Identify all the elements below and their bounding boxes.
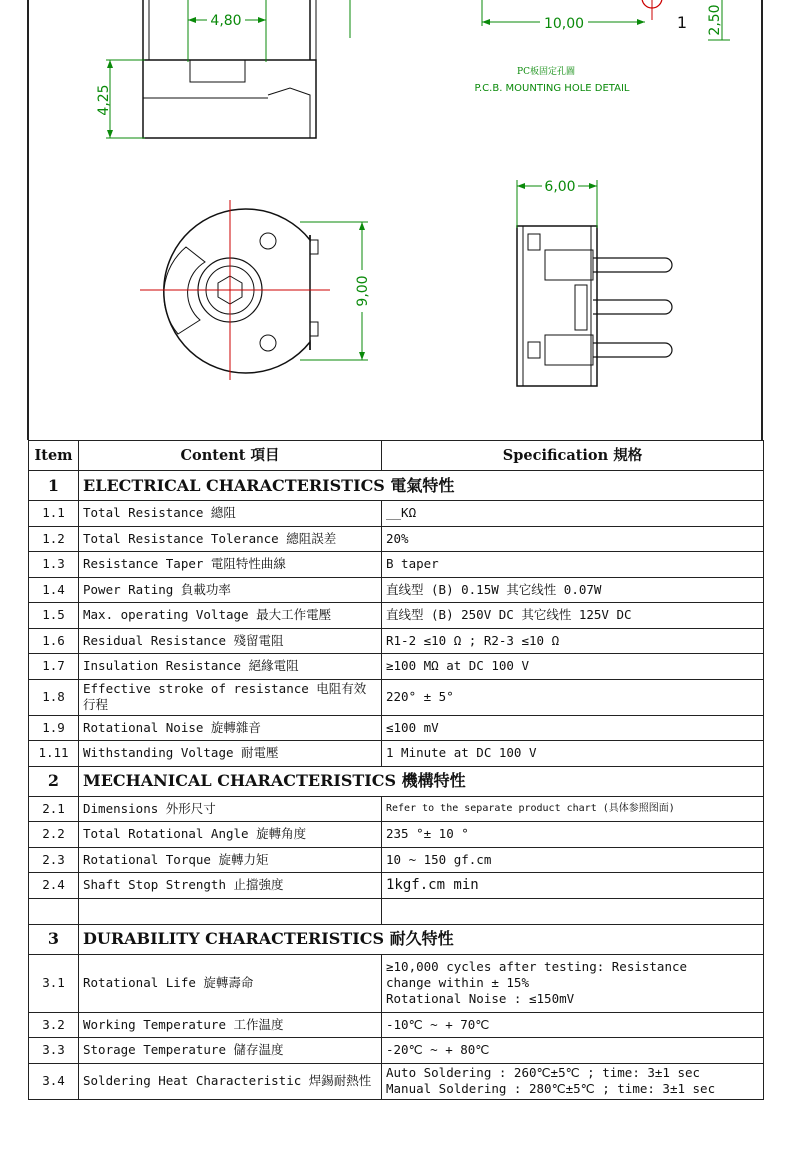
row-content: Dimensions 外形尺寸 [79, 796, 382, 822]
specification-table [28, 440, 764, 1100]
row-content: Rotational Noise 旋轉雜音 [79, 715, 382, 741]
row-spec: ≤100 mV [382, 715, 764, 741]
spec-line: Manual Soldering : 280℃±5℃ ; time: 3±1 sec [386, 1081, 716, 1096]
section-number: 2 [29, 766, 79, 796]
table-row [29, 552, 764, 578]
table-row [29, 603, 764, 629]
section-title: ELECTRICAL CHARACTERISTICS 電氣特性 [79, 471, 764, 501]
row-number: 2.4 [29, 873, 79, 899]
row-content: Withstanding Voltage 耐電壓 [79, 741, 382, 767]
row-number: 1.8 [29, 679, 79, 715]
row-spec [382, 954, 764, 1012]
dim-front-height: 9,00 [355, 275, 371, 307]
row-spec: ≥100 MΩ at DC 100 V [382, 654, 764, 680]
row-spec: 235 °± 10 ° [382, 822, 764, 848]
section-number: 3 [29, 924, 79, 954]
row-content: Insulation Resistance 絕緣電阻 [79, 654, 382, 680]
row-content: Shaft Stop Strength 止擋強度 [79, 873, 382, 899]
section-mechanical [29, 766, 764, 796]
table-row [29, 577, 764, 603]
row-spec: -20℃ ~ + 80℃ [382, 1038, 764, 1064]
row-content: Soldering Heat Characteristic 焊錫耐熱性 [79, 1063, 382, 1099]
row-number: 1.7 [29, 654, 79, 680]
row-spec: R1-2 ≤10 Ω ; R2-3 ≤10 Ω [382, 628, 764, 654]
pin-label: 1 [676, 13, 688, 32]
table-row [29, 526, 764, 552]
table-row [29, 796, 764, 822]
row-number: 1.9 [29, 715, 79, 741]
row-content: Storage Temperature 儲存温度 [79, 1038, 382, 1064]
table-row [29, 628, 764, 654]
header-content: Content 項目 [79, 441, 382, 471]
row-number: 2.2 [29, 822, 79, 848]
row-content: Max. operating Voltage 最大工作電壓 [79, 603, 382, 629]
row-number: 3.3 [29, 1038, 79, 1064]
table-row [29, 715, 764, 741]
pcb-hole-detail [475, 0, 730, 94]
row-spec: __KΩ [382, 501, 764, 527]
spec-line: ≥10,000 cycles after testing: Resistance [386, 959, 688, 974]
row-content: Working Temperature 工作温度 [79, 1012, 382, 1038]
row-number: 1.6 [29, 628, 79, 654]
row-number: 3.4 [29, 1063, 79, 1099]
table-row [29, 741, 764, 767]
section-electrical [29, 471, 764, 501]
row-number: 3.1 [29, 954, 79, 1012]
row-content: Power Rating 負載功率 [79, 577, 382, 603]
table-row-empty [29, 898, 764, 924]
side-view-right [517, 178, 672, 386]
row-number: 1.3 [29, 552, 79, 578]
table-row [29, 1063, 764, 1099]
row-number: 2.1 [29, 796, 79, 822]
spec-line: Rotational Noise : ≤150mV [386, 991, 575, 1006]
row-number: 1.11 [29, 741, 79, 767]
dim-pcb-height: 2,50 [707, 4, 723, 36]
row-spec: 220° ± 5° [382, 679, 764, 715]
front-view [140, 200, 371, 380]
technical-drawing [0, 0, 790, 440]
row-content: Total Rotational Angle 旋轉角度 [79, 822, 382, 848]
table-row [29, 501, 764, 527]
side-view-top [96, 0, 350, 138]
row-number: 3.2 [29, 1012, 79, 1038]
row-number: 1.2 [29, 526, 79, 552]
spec-line: Auto Soldering : 260℃±5℃ ; time: 3±1 sec [386, 1065, 701, 1080]
row-spec: 直线型 (B) 0.15W 其它线性 0.07W [382, 577, 764, 603]
row-content: Residual Resistance 殘留電阻 [79, 628, 382, 654]
row-number: 2.3 [29, 847, 79, 873]
row-content: Effective stroke of resistance 电阻有效行程 [79, 679, 382, 715]
row-number: 1.4 [29, 577, 79, 603]
row-content: Total Resistance Tolerance 總阻誤差 [79, 526, 382, 552]
section-durability [29, 924, 764, 954]
row-number: 1.1 [29, 501, 79, 527]
section-title: DURABILITY CHARACTERISTICS 耐久特性 [79, 924, 764, 954]
header-item: Item [29, 441, 79, 471]
section-number: 1 [29, 471, 79, 501]
table-row [29, 822, 764, 848]
table-row [29, 654, 764, 680]
dim-pcb-width: 10,00 [543, 16, 585, 32]
row-spec: -10℃ ~ + 70℃ [382, 1012, 764, 1038]
row-spec: 20% [382, 526, 764, 552]
table-row [29, 873, 764, 899]
spec-line: change within ± 15% [386, 975, 529, 990]
dim-side-height: 4,25 [96, 84, 112, 116]
pcb-caption-cn: PC板固定孔圖 [517, 67, 575, 77]
row-spec: Refer to the separate product chart (具体参照图面) [382, 796, 764, 822]
row-content: Rotational Torque 旋轉力矩 [79, 847, 382, 873]
row-spec: 1kgf.cm min [382, 873, 764, 899]
table-row [29, 1012, 764, 1038]
section-title: MECHANICAL CHARACTERISTICS 機構特性 [79, 766, 764, 796]
table-row [29, 954, 764, 1012]
row-number: 1.5 [29, 603, 79, 629]
row-content: Rotational Life 旋轉壽命 [79, 954, 382, 1012]
table-row [29, 847, 764, 873]
pcb-caption-en: P.C.B. MOUNTING HOLE DETAIL [474, 83, 630, 94]
row-spec: 10 ~ 150 gf.cm [382, 847, 764, 873]
row-spec: 直线型 (B) 250V DC 其它线性 125V DC [382, 603, 764, 629]
dim-top-width: 4,80 [210, 13, 242, 29]
row-content: Resistance Taper 電阻特性曲線 [79, 552, 382, 578]
row-content: Total Resistance 總阻 [79, 501, 382, 527]
row-spec: B taper [382, 552, 764, 578]
header-spec: Specification 規格 [382, 441, 764, 471]
row-spec: 1 Minute at DC 100 V [382, 741, 764, 767]
table-row [29, 1038, 764, 1064]
dim-side-width: 6,00 [544, 179, 576, 195]
row-spec [382, 1063, 764, 1099]
table-row [29, 679, 764, 715]
